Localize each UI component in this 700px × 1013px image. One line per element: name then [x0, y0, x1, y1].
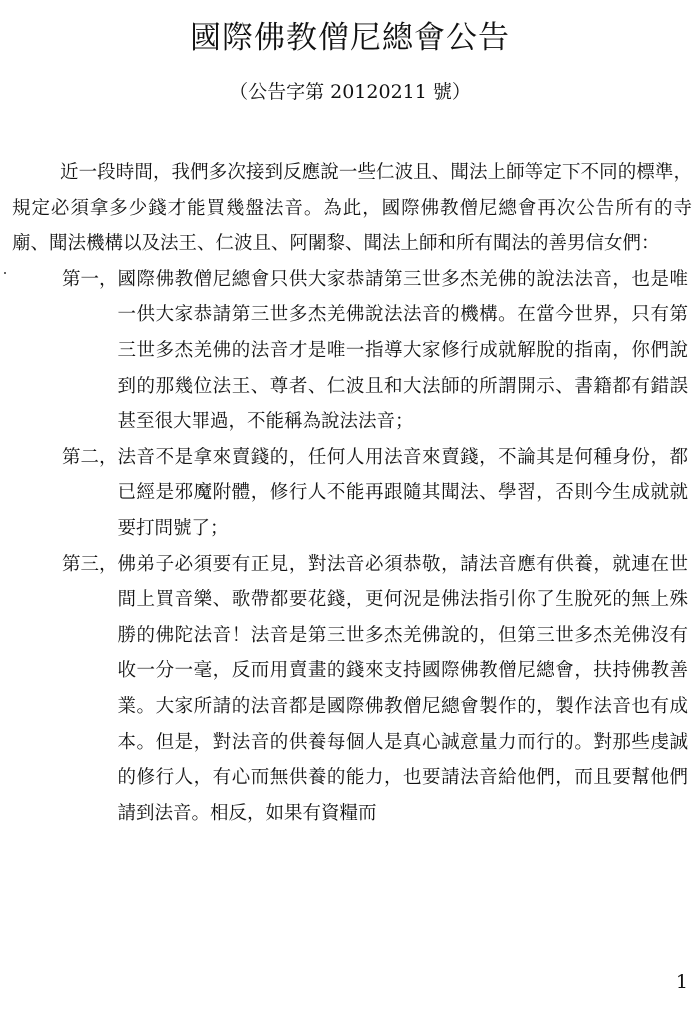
item-label: 第二， [62, 446, 118, 468]
document-title: 國際佛教僧尼總會公告 [190, 20, 510, 56]
item-label: 第三， [62, 553, 118, 575]
intro-paragraph: 近一段時間，我們多次接到反應說一些仁波且、聞法上師等定下不同的標準，規定必須拿多少錢才能買幾盤法音。為此，國際佛教僧尼總會再次公告所有的寺廟、聞法機構以及法王、仁波且、阿闍黎、聞法上師和所有聞法的善男信女們： [12, 162, 692, 255]
numbered-item-1 [12, 262, 692, 440]
item-text: 佛弟子必須要有正見，對法音必須恭敬，請法音應有供養，就連在世間上買音樂、歌帶都要花錢，更何況是佛法指引你了生脫死的無上殊勝的佛陀法音！法音是第三世多杰羌佛說的，但第三世多杰羌佛沒有收一分一毫，反而用賣畫的錢來支持國際佛教僧尼總會，扶持佛教善業。大家所請的法音都是國際佛教僧尼總會製作的，製作法音也有成本。但是，對法音的供養每個人是真心誠意量力而行的。對那些虔誠的修行人，有心而無供養的能力，也要請法音給他們，而且要幫他們請到法音。相反，如果有資糧而 [117, 553, 688, 824]
numbered-item-2 [12, 440, 692, 547]
item-text: 法音不是拿來賣錢的，任何人用法音來賣錢，不論其是何種身份，都已經是邪魔附體，修行人不能再跟隨其聞法、學習，否則今生成就就要打問號了； [117, 446, 688, 539]
item-text: 國際佛教僧尼總會只供大家恭請第三世多杰羌佛的說法法音，也是唯一供大家恭請第三世多杰羌佛說法法音的機構。在當今世界，只有第三世多杰羌佛的法音才是唯一指導大家修行成就解脫的指南，你們說到的那幾位法王、尊者、仁波且和大法師的所謂開示、書籍都有錯誤甚至很大罪過，不能稱為說法法音； [117, 268, 688, 433]
announcement-number: （公告字第 20120211 號） [229, 81, 471, 103]
scan-speck [4, 272, 6, 274]
numbered-item-3 [12, 547, 692, 832]
document-body [12, 155, 692, 831]
item-label: 第一， [62, 268, 118, 290]
page-number: 1 [675, 971, 688, 993]
